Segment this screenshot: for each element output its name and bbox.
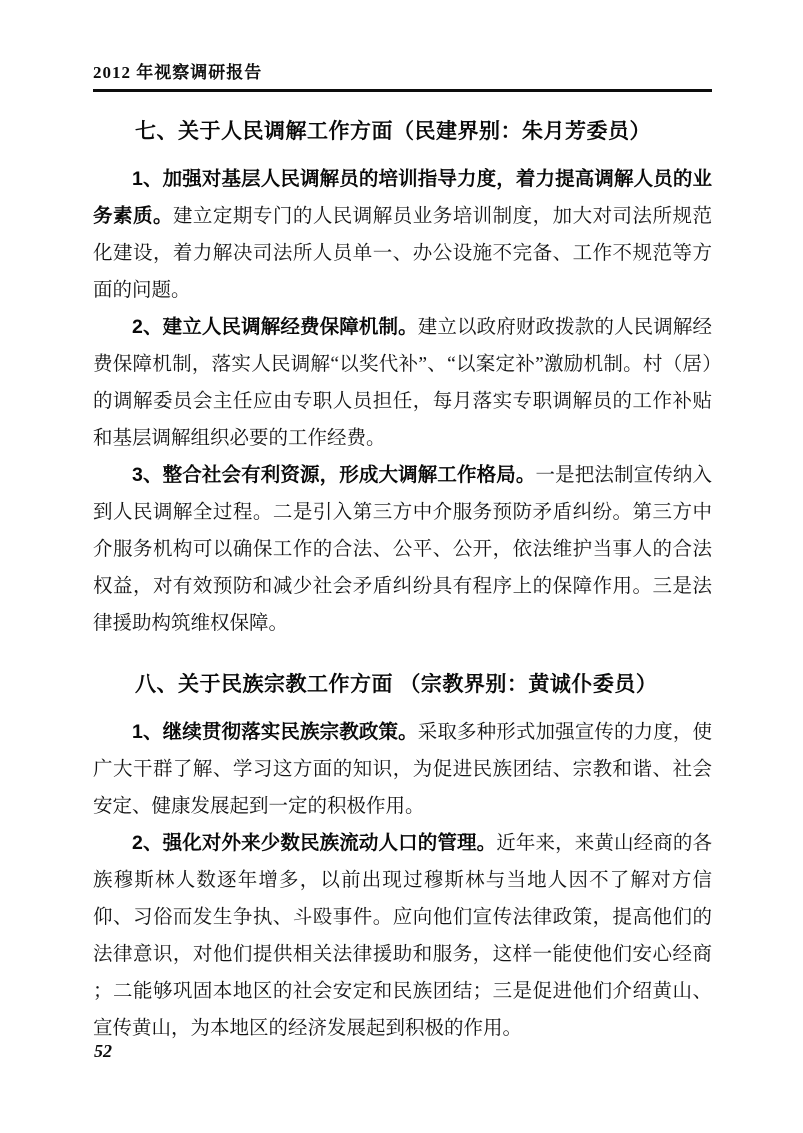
paragraph-body: 一是把法制宣传纳入到人民调解全过程。二是引入第三方中介服务预防矛盾纠纷。第三方中介服务机构可以确保工作的合法、公平、公开，依法维护当事人的合法权益，对有效预防和减少社会矛盾纠纷具有程序上的保障作用。三是法律援助构筑维权保障。	[93, 465, 712, 634]
section-7-paragraph-1	[93, 161, 712, 309]
section-8-paragraph-2	[93, 825, 712, 1047]
paragraph-body: 建立以政府财政拨款的人民调解经费保障机制，落实人民调解“以奖代补”、“以案定补”激励机制。村（居）的调解委员会主任应由专职人员担任，每月落实专职调解员的工作补贴和基层调解组织必要的工作经费。	[93, 317, 712, 449]
paragraph-body: 建立定期专门的人民调解员业务培训制度，加大对司法所规范化建设，着力解决司法所人员单一、办公设施不完备、工作不规范等方面的问题。	[93, 206, 712, 301]
paragraph-body: 近年来，来黄山经商的各族穆斯林人数逐年增多，以前出现过穆斯林与当地人因不了解对方信仰、习俗而发生争执、斗殴事件。应向他们宣传法律政策，提高他们的法律意识，对他们提供相关法律援助和服务，这样一能使他们安心经商 ；二能够巩固本地区的社会安定和民族团结；三是促进他们介绍黄山、宣传黄山，为本地区的经济发展起到积极的作用。	[93, 833, 712, 1039]
section-7-paragraph-2	[93, 309, 712, 457]
section-8-paragraph-1	[93, 714, 712, 825]
paragraph-lead: 1、加强对基层人民调解员的培训指导力度，着力提高调解人员的业务素质。	[93, 168, 712, 227]
paragraph-lead: 2、建立人民调解经费保障机制。	[132, 316, 418, 338]
section-7-heading: 七、关于人民调解工作方面（民建界别：朱月芳委员）	[135, 120, 651, 143]
paragraph-body: 采取多种形式加强宣传的力度，使广大干群了解、学习这方面的知识，为促进民族团结、宗教和谐、社会安定、健康发展起到一定的积极作用。	[93, 722, 712, 817]
paragraph-lead: 1、继续贯彻落实民族宗教政策。	[132, 721, 418, 743]
report-header-title: 2012 年视察调研报告	[93, 58, 712, 92]
page-number: 52	[94, 1041, 112, 1061]
section-7-paragraph-3	[93, 457, 712, 642]
section-8-heading: 八、关于民族宗教工作方面 （宗教界别：黄诚仆委员）	[135, 673, 658, 696]
paragraph-lead: 3、整合社会有利资源，形成大调解工作格局。	[132, 464, 536, 486]
paragraph-lead: 2、强化对外来少数民族流动人口的管理。	[132, 832, 497, 854]
